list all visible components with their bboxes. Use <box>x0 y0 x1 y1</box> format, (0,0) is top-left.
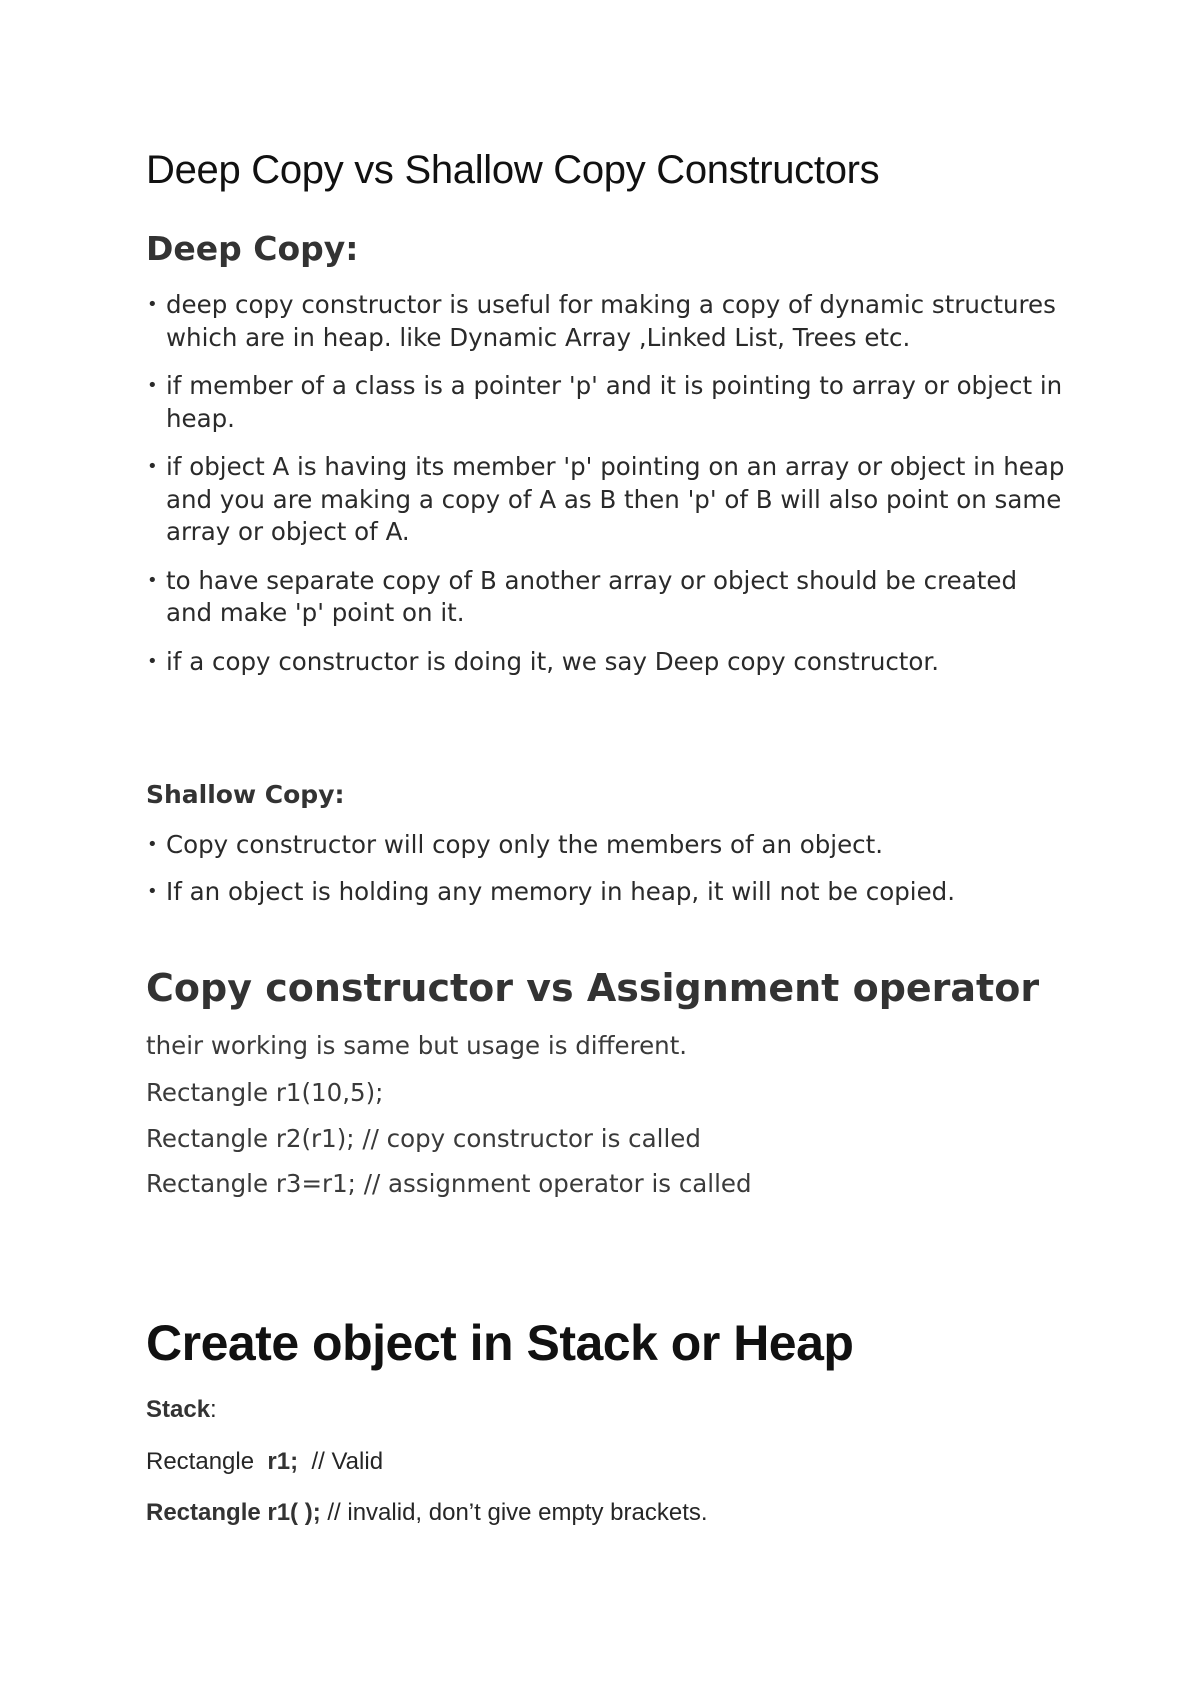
code-line: Rectangle r1(10,5); <box>146 1078 384 1107</box>
deep-copy-heading: Deep Copy: <box>146 229 359 268</box>
code-line: Rectangle r1( ); // invalid, don’t give empty brackets. <box>146 1499 708 1526</box>
copy-vs-assignment-heading: Copy constructor vs Assignment operator <box>146 966 1040 1010</box>
usage-note: their working is same but usage is different. <box>146 1031 688 1060</box>
stack-heap-heading: Create object in Stack or Heap <box>146 1315 854 1371</box>
bullet-icon: • <box>147 569 158 591</box>
list-item: • to have separate copy of B another array or object should be created and make 'p' point on it. <box>147 565 1017 627</box>
code-line: Rectangle r2(r1); // copy constructor is called <box>146 1124 701 1153</box>
list-item: • if a copy constructor is doing it, we say Deep copy constructor. <box>146 646 1066 679</box>
list-item: • Copy constructor will copy only the members of an object. <box>146 829 1066 862</box>
document-title: Deep Copy vs Shallow Copy Constructors <box>146 148 880 192</box>
bullet-icon: • <box>147 880 158 902</box>
list-item: • if member of a class is a pointer 'p' and it is pointing to array or object in heap. <box>147 371 1063 433</box>
bullet-icon: • <box>147 456 158 477</box>
bullet-icon: • <box>147 294 158 315</box>
code-line: Rectangle r3=r1; // assignment operator is called <box>146 1169 752 1198</box>
bullet-icon: • <box>147 650 158 672</box>
bullet-icon: • <box>147 834 158 855</box>
deep-copy-list <box>146 289 1066 694</box>
list-item: • deep copy constructor is useful for making a copy of dynamic structures which are in heap. like Dynamic Array ,Linked List, Trees etc. <box>147 290 1056 352</box>
shallow-copy-heading: Shallow Copy: <box>146 780 345 809</box>
list-item: • if object A is having its member 'p' pointing on an array or object in heap and you are making a copy of A as B then 'p' of B will also point on same array or object of A. <box>147 452 1065 546</box>
shallow-copy-list <box>146 829 1066 922</box>
list-item: • If an object is holding any memory in heap, it will not be copied. <box>146 876 1066 909</box>
bullet-icon: • <box>147 375 158 396</box>
code-line: Rectangle r1; // Valid <box>146 1448 384 1475</box>
stack-label: Stack: <box>146 1396 217 1423</box>
